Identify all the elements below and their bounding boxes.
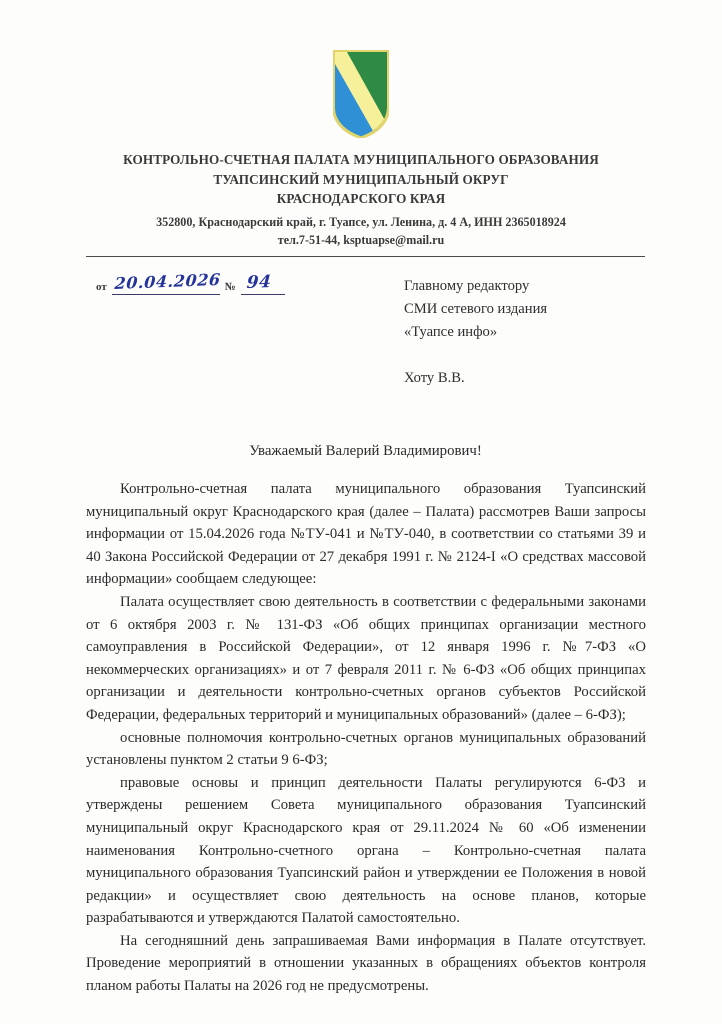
addressee-line-2: СМИ сетевого издания — [404, 301, 548, 317]
salutation: Уважаемый Валерий Владимирович! — [249, 443, 482, 459]
letterhead-line-3: КРАСНОДАРСКОГО КРАЯ — [276, 191, 446, 206]
addressee-name: Хоту В.В. — [404, 370, 465, 386]
body-paragraph-1: Контрольно-счетная палата муниципального образования Туапсинский муниципальный округ Краснодарского края (далее – Палата) рассмотрев Ваши запросы информации от 15.04.2026 года №ТУ-041 и №ТУ-040, в соответствии со статьями 39 и 40 Закона Российской Федерации от 27 декабря 1991 г. № 2124-I «О средствах массовой информации» сообщаем следующее: — [86, 481, 646, 588]
letterhead-line-2: ТУАПСИНСКИЙ МУНИЦИПАЛЬНЫЙ ОКРУГ — [213, 171, 509, 187]
number-field[interactable] — [241, 271, 285, 295]
coat-of-arms-icon — [333, 50, 389, 138]
letter-body — [86, 478, 646, 998]
date-label: от — [96, 281, 107, 293]
body-paragraph-2: Палата осуществляет свою деятельность в соответствии с федеральными законами от 6 октября 2003 г. № 131-ФЗ «Об общих принципах организации местного самоуправления в Российской Федерации», от 12 января 1996 г. №7-ФЗ «О некоммерческих организациях» и от 7 февраля 2011 г. № 6-ФЗ «Об общих принципах организации и деятельности контрольно-счетных органов субъектов Российской Федерации, федеральных территорий и муниципальных образований» (далее – 6-ФЗ); — [86, 593, 646, 723]
date-field[interactable] — [112, 269, 222, 295]
date-handwritten-value: 20.04.2026 — [113, 269, 222, 293]
letterhead-line-1: КОНТРОЛЬНО-СЧЕТНАЯ ПАЛАТА МУНИЦИПАЛЬНОГО ОБРАЗОВАНИЯ — [123, 152, 599, 167]
addressee-block — [404, 275, 674, 390]
number-label: № — [224, 281, 236, 293]
letterhead-address: 352800, Краснодарский край, г. Туапсе, ул. Ленина, д. 4 А, ИНН 2365018924 — [156, 214, 566, 229]
letterhead-contacts: тел.7-51-44, ksptuapse@mail.ru — [277, 233, 445, 247]
letterhead — [61, 150, 661, 250]
body-paragraph-5: На сегодняшний день запрашиваемая Вами информация в Палате отсутствует. Проведение мероприятий в отношении указанных в обращениях объектов контроля планом работы Палаты на 2026 год не предусмотрены. — [86, 932, 646, 995]
addressee-line-3: «Туапсе инфо» — [404, 324, 498, 340]
header-divider — [86, 256, 645, 257]
addressee-spacer — [404, 344, 674, 367]
emblem-container — [0, 50, 722, 138]
number-handwritten-value: 94 — [245, 271, 273, 293]
body-paragraph-3: основные полномочия контрольно-счетных органов муниципальных образований установлены пунктом 2 статьи 9 6-ФЗ; — [86, 729, 646, 769]
addressee-line-1: Главному редактору — [404, 278, 530, 294]
body-paragraph-4: правовые основы и принцип деятельности Палаты регулируются 6-ФЗ и утверждены решением Совета муниципального образования Туапсинский муниципальный округ Краснодарского края от 29.11.2024 № 60 «Об изменении наименования Контрольно-счетного органа – Контрольно-счетная палата муниципального образования Туапсинский район и утверждении ее Положения в новой редакции» и осуществляет свою деятельность на основе планов, которые разрабатываются и утверждаются Палатой самостоятельно. — [86, 774, 646, 927]
reference-line — [96, 269, 290, 295]
